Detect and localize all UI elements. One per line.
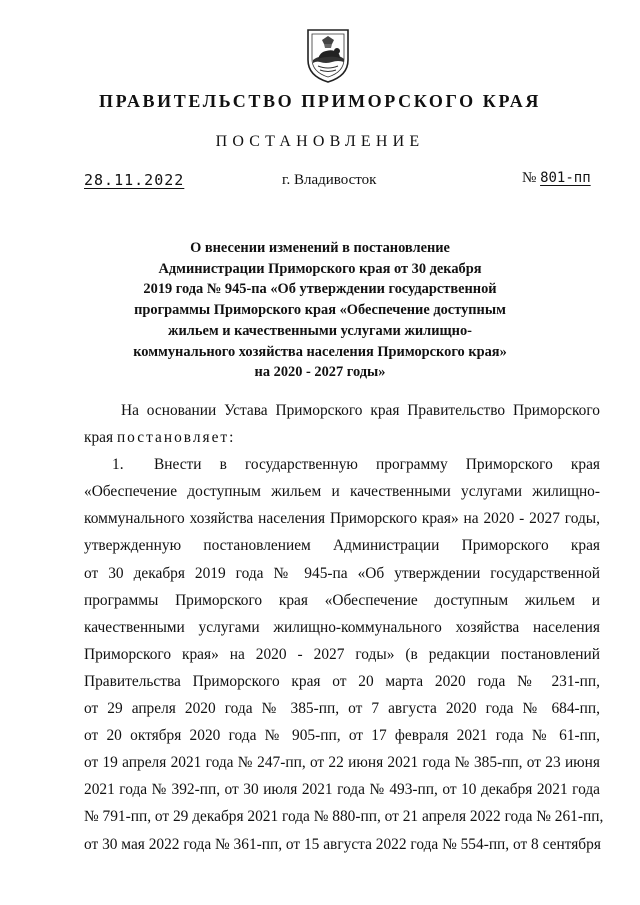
body-line: от 30 мая 2022 года № 361-пп, от 15 августа 2022 года № 554-пп, от 8 сентября xyxy=(84,835,601,853)
body-line: от 19 апреля 2021 года № 247-пп, от 22 июня 2021 года № 385-пп, от 23 июня xyxy=(84,754,600,772)
body-line: № 791-пп, от 29 декабря 2021 года № 880-пп, от 21 апреля 2022 года № 261-пп, xyxy=(84,808,604,826)
coat-of-arms-icon xyxy=(304,26,352,84)
body-line: от 30 декабря 2019 года № 945-па «Об утверждении государственной xyxy=(84,564,600,582)
body-line: качественными услугами жилищно-коммунального хозяйства населения xyxy=(84,618,600,636)
body-line: На основании Устава Приморского края Правительство Приморского xyxy=(121,402,600,419)
document-number xyxy=(522,170,591,187)
item-number: 1. xyxy=(112,456,124,474)
subject-line: на 2020 - 2027 годы» xyxy=(254,364,386,381)
subject-line: программы Приморского края «Обеспечение доступным xyxy=(134,302,506,319)
body-line: утвержденную постановлением Администрации Приморского края xyxy=(84,537,600,555)
subject-line: Администрации Приморского края от 30 декабря xyxy=(158,260,482,277)
document-subject xyxy=(100,238,540,383)
body-line xyxy=(84,424,600,451)
body-line: программы Приморского края «Обеспечение доступным жильем и xyxy=(84,591,600,609)
body-line: «Обеспечение доступным жильем и качественными услугами жилищно- xyxy=(84,483,600,501)
body-line: от 20 октября 2020 года № 905-пп, от 17 февраля 2021 года № 61-пп, xyxy=(84,727,600,745)
document-type: ПОСТАНОВЛЕНИЕ xyxy=(215,133,425,150)
body-line: коммунального хозяйства населения Приморского края» на 2020 - 2027 годы, xyxy=(84,510,600,528)
document-date xyxy=(84,171,184,189)
body-line: Правительства Приморского края от 20 марта 2020 года № 231-пп, xyxy=(84,672,600,690)
government-name: ПРАВИТЕЛЬСТВО ПРИМОРСКОГО КРАЯ xyxy=(99,91,541,111)
body-line: Приморского края» на 2020 - 2027 годы» (в редакции постановлений xyxy=(84,645,600,663)
document-city: г. Владивосток xyxy=(282,172,377,188)
body-line-text: Внести в государственную программу Приморского края xyxy=(154,456,600,474)
body-line xyxy=(84,451,600,478)
subject-line: 2019 года № 945-па «Об утверждении государственной xyxy=(143,281,497,298)
number-stamp: 801-пп xyxy=(540,170,591,186)
date-stamp: 28.11.2022 xyxy=(84,171,185,189)
subject-line: жильем и качественными услугами жилищно- xyxy=(168,322,472,339)
subject-line: О внесении изменений в постановление xyxy=(190,240,450,256)
body-line: 2021 года № 392-пп, от 30 июля 2021 года № 493-пп, от 10 декабря 2021 года xyxy=(84,781,600,799)
body-line-text: края xyxy=(84,429,117,447)
document-body xyxy=(84,397,604,858)
decree-word: постановляет: xyxy=(116,429,236,447)
body-line: от 29 апреля 2020 года № 385-пп, от 7 августа 2020 года № 684-пп, xyxy=(84,700,600,718)
number-prefix: № xyxy=(522,170,537,186)
subject-line: коммунального хозяйства населения Приморского края» xyxy=(133,343,507,360)
